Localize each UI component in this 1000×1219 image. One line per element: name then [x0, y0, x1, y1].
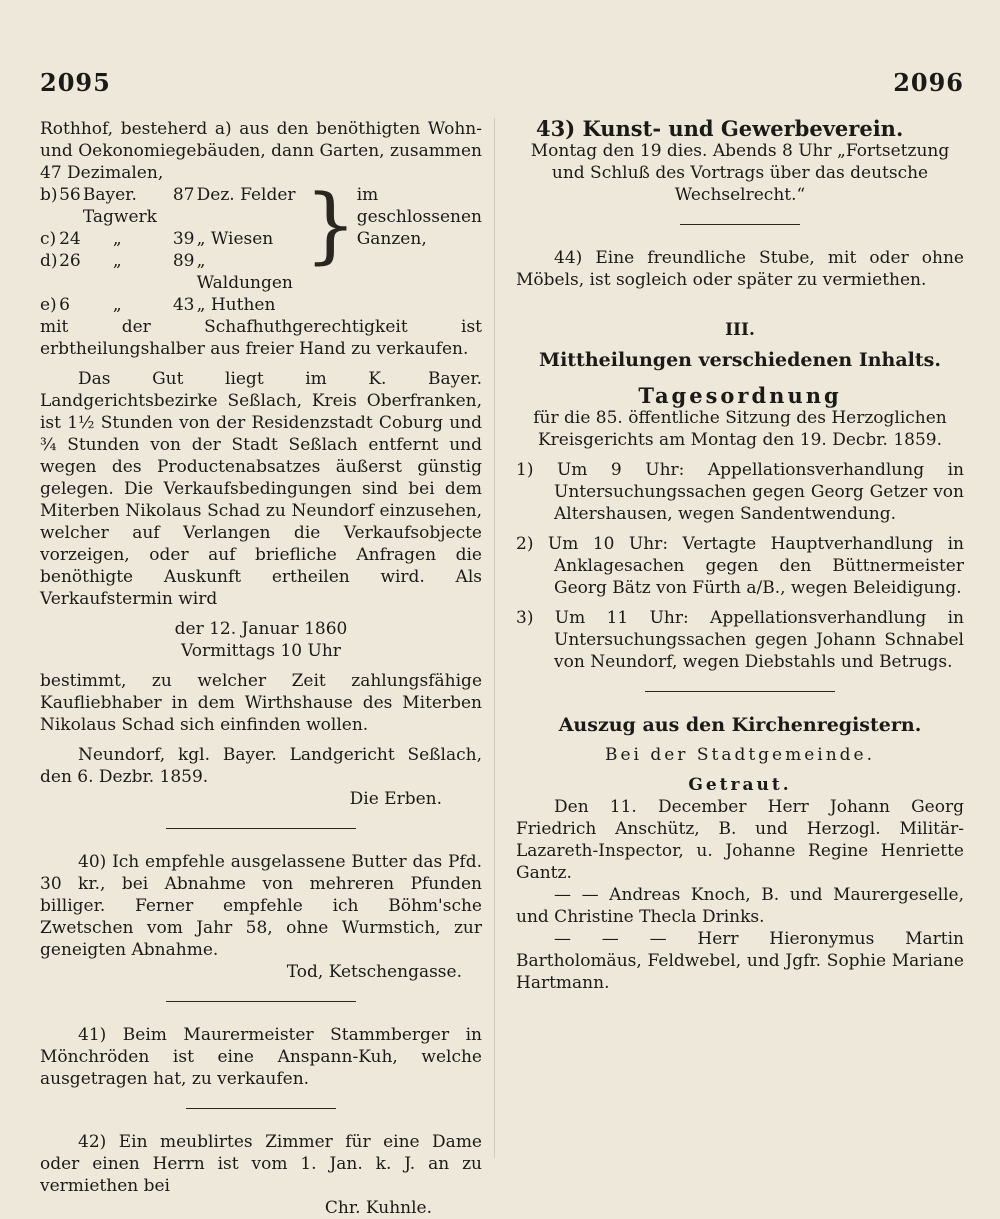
land-unit: Bayer. Tagwerk	[82, 185, 157, 227]
estate-description: Das Gut liegt im K. Bayer. Landgerichtsbezirke Seßlach, Kreis Oberfranken, ist 1½ Stunden von der Residenzstadt Coburg und ¾ Stunden von der Stadt Seßlach entfernt und wegen des Productenabsatzes äußerst günstig gelegen. Die Verkaufsbedingungen sind bei dem Miterben Nikolaus Schad zu Neundorf einzusehen, welcher auf Verlangen die Verkaufsobjecte vorzeigen, oder auf briefliche Anfragen die benöthigte Auskunft ertheilen wird. Als Verkaufstermin wird	[40, 369, 482, 609]
land-tagwerk: 56	[59, 185, 81, 205]
land-letter: b)	[40, 185, 58, 205]
land-unit: „	[112, 295, 122, 315]
married-heading: Getraut.	[688, 775, 792, 795]
registers-title: Auszug aus den Kirchenregistern.	[558, 714, 922, 736]
auction-terms: bestimmt, zu welcher Zeit zahlungsfähige Kaufliebhaber in dem Wirthshause des Miterben Nikolaus Schad sich einfinden wollen.	[40, 671, 482, 735]
land-side-note: im geschlossenen Ganzen,	[356, 185, 482, 249]
land-row	[40, 184, 482, 228]
section-number: III.	[725, 320, 755, 340]
land-kind: „ Waldungen	[196, 251, 293, 293]
auction-time: Vormittags 10 Uhr	[181, 641, 341, 661]
ad-43-text: Montag den 19 dies. Abends 8 Uhr „Fortsetzung und Schluß des Vortrags über das deutsche Wechselrecht.“	[530, 141, 950, 205]
section-title: Mittheilungen verschiedenen Inhalts.	[539, 349, 941, 371]
page-number-left: 2095	[40, 68, 111, 97]
ad-40-butter: 40) Ich empfehle ausgelassene Butter das Pfd. 30 kr., bei Abnahme von mehreren Pfunden billiger. Ferner empfehle ich Böhm'sche Zwetschen vom Jahr 58, ohne Wurmstich, zur geneigten Abnahme.	[40, 852, 482, 960]
land-unit: „	[112, 251, 122, 271]
ad-42-signature: Chr. Kuhnle.	[324, 1198, 432, 1218]
brace-glyph: }	[304, 178, 357, 273]
land-letter: d)	[40, 251, 58, 271]
ad-44-room: 44) Eine freundliche Stube, mit oder ohne Möbels, ist sogleich oder später zu vermiethen.	[516, 248, 964, 290]
agenda-title: Tagesordnung	[638, 383, 842, 408]
parish-heading: Bei der Stadtgemeinde.	[604, 745, 876, 765]
land-kind: „ Huthen	[196, 295, 276, 315]
separator-rule	[186, 1108, 336, 1109]
agenda-subtitle: für die 85. öffentliche Sitzung des Herzoglichen Kreisgerichts am Montag den 19. Decbr. 1859.	[533, 408, 947, 450]
separator-rule	[166, 828, 356, 829]
separator-rule	[645, 691, 835, 692]
left-column	[40, 118, 482, 1219]
agenda-item: 3) Um 11 Uhr: Appellationsverhandlung in Untersuchungssachen gegen Johann Schnabel von Neundorf, wegen Diebstahls und Betrugs.	[516, 608, 964, 672]
ad-42-room: 42) Ein meublirtes Zimmer für eine Dame oder einen Herrn ist vom 1. Jan. k. J. an zu vermiethen bei	[40, 1132, 482, 1196]
land-table	[40, 178, 482, 316]
separator-rule	[166, 1001, 356, 1002]
ad-41-cow: 41) Beim Maurermeister Stammberger in Mönchröden ist eine Anspann-Kuh, welche ausgetragen hat, zu verkaufen.	[40, 1025, 482, 1089]
land-dezimal: 87	[172, 185, 195, 205]
ad-40-signature: Tod, Ketschengasse.	[286, 962, 462, 982]
auction-date: der 12. Januar 1860	[174, 619, 348, 639]
dateline: Neundorf, kgl. Bayer. Landgericht Seßlach, den 6. Dezbr. 1859.	[40, 745, 482, 787]
land-tagwerk: 26	[59, 251, 81, 271]
land-kind: Dez. Felder	[196, 185, 296, 205]
signature-heirs: Die Erben.	[349, 789, 442, 809]
page-number-right: 2096	[893, 68, 964, 97]
land-tagwerk: 24	[59, 229, 81, 249]
land-dezimal: 43	[172, 295, 195, 315]
estate-intro: Rothhof, besteherd a) aus den benöthigten Wohn- und Oekonomiegebäuden, dann Garten, zusammen 47 Dezimalen,	[40, 119, 482, 183]
marriage-entry: — — Andreas Knoch, B. und Maurergeselle, und Christine Thecla Drinks.	[516, 885, 964, 927]
land-dezimal: 89	[172, 251, 195, 271]
estate-sale-note: mit der Schafhuthgerechtigkeit ist erbtheilungshalber aus freier Hand zu verkaufen.	[40, 317, 482, 359]
land-tagwerk: 6	[59, 295, 70, 315]
agenda-item: 2) Um 10 Uhr: Vertagte Hauptverhandlung in Anklagesachen gegen den Büttnermeister Georg Bätz von Fürth a/B., wegen Beleidigung.	[516, 534, 964, 598]
column-divider	[494, 118, 495, 1158]
marriage-entry: — — — Herr Hieronymus Martin Bartholomäus, Feldwebel, und Jgfr. Sophie Mariane Hartmann.	[516, 929, 964, 993]
land-letter: e)	[40, 295, 57, 315]
land-letter: c)	[40, 229, 57, 249]
separator-rule	[680, 224, 800, 225]
land-kind: „ Wiesen	[196, 229, 274, 249]
agenda-item: 1) Um 9 Uhr: Appellationsverhandlung in Untersuchungssachen gegen Georg Getzer von Altershausen, wegen Sandentwendung.	[516, 460, 964, 524]
land-dezimal: 39	[172, 229, 195, 249]
marriage-entry: Den 11. December Herr Johann Georg Friedrich Anschütz, B. und Herzogl. Militär-Lazareth-Inspector, u. Johanne Regine Henriette Gantz.	[516, 797, 964, 883]
ad-43-title: 43) Kunst- und Gewerbeverein.	[536, 116, 904, 141]
right-column	[516, 118, 964, 994]
land-unit: „	[112, 229, 122, 249]
